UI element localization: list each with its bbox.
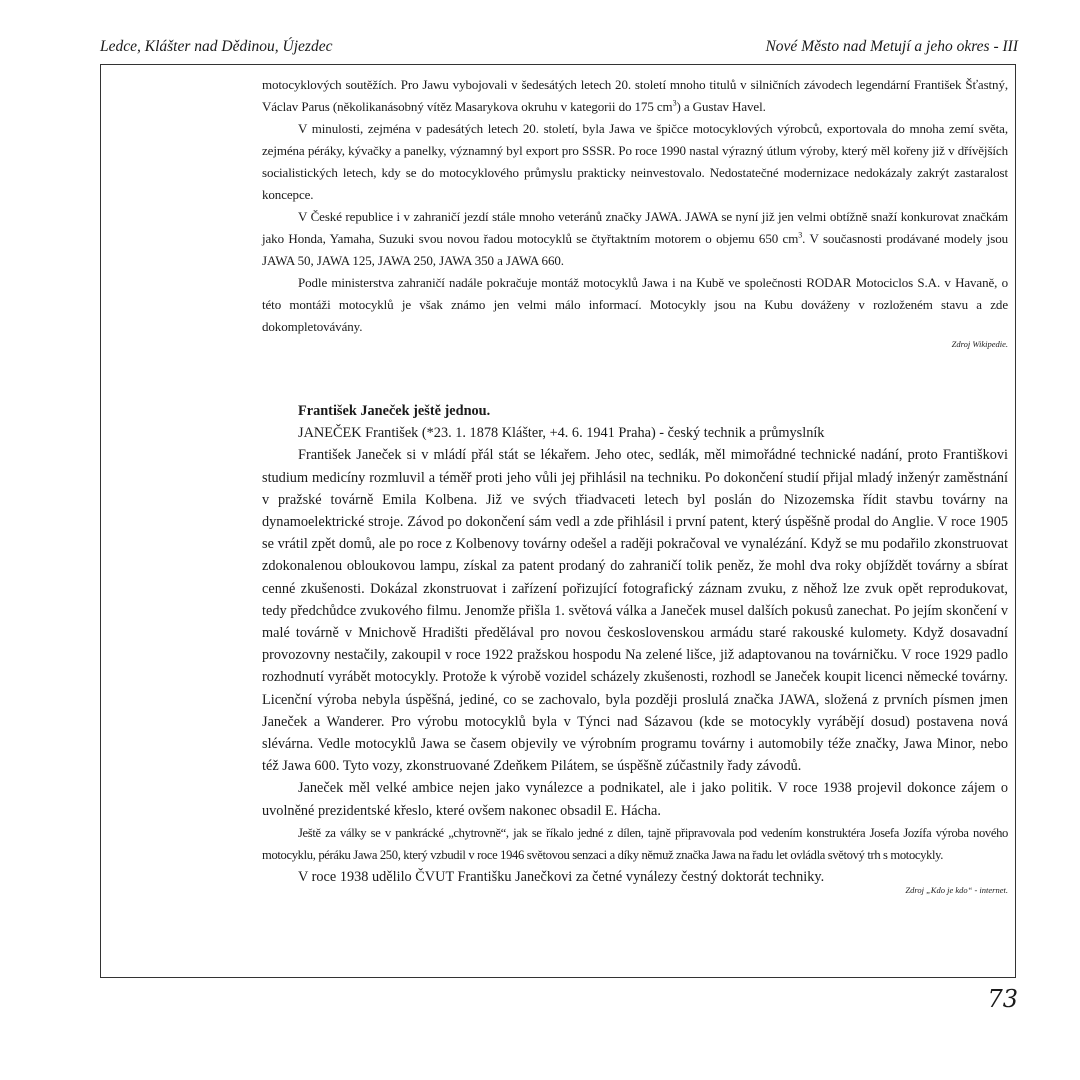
paragraph: Podle ministerstva zahraničí nadále pokračuje montáž motocyklů Jawa i na Kubě ve společnosti RODAR Motociclos S.A. v Havaně, o této montáži motocyklů je však známo jen velmi málo informací. Motocykly jsou na Kubu dováženy v rozloženém stavu a zde dokompletovávány. <box>262 275 1008 334</box>
article-subtitle: JANEČEK František (*23. 1. 1878 Klášter, +4. 6. 1941 Praha) - český technik a průmyslník <box>298 425 825 442</box>
paragraph: V roce 1938 udělilo ČVUT Františku Janečkovi za četné vynálezy čestný doktorát techniky. <box>298 868 825 885</box>
running-header <box>100 38 1018 60</box>
paragraph: V minulosti, zejména v padesátých letech 20. století, byla Jawa ve špičce motocyklových výrobců, exportovala do mnoha zemí světa, zejména péráky, kývačky a panelky, významný byl export pro SSSR. Po roce 1990 nastal výrazný útlum výroby, který měl kořeny již v dřívějších socialistických letech, kdy se do motocyklového průmyslu prakticky neinvestovalo. Nedostatečné modernizace nedokázaly zakrýt zastaralost koncepce. <box>262 121 1008 202</box>
source-note: Zdroj Wikipedie. <box>951 339 1008 349</box>
page-number: 73 <box>987 985 1018 1013</box>
superscript: 3 <box>798 230 803 240</box>
paragraph: Ještě za války se v pankrácké „chytrovně“, jak se říkalo jedné z dílen, tajně připravovala pod vedením konstruktéra Josefa Jozífa výroba nového motocyklu, péráku Jawa 250, který vzbudil v roce 1946 světovou senzaci a díky němuž značka Jawa na řadu let ovládla světový trh s motocykly. <box>262 825 1008 862</box>
paragraph: Janeček měl velké ambice nejen jako vynálezce a podnikatel, ale i jako politik. V roce 1938 projevil dokonce zájem o uvolněné prezidentské křeslo, které ovšem nakonec obsadil E. Hácha. <box>262 780 1008 819</box>
paragraph: František Janeček si v mládí přál stát se lékařem. Jeho otec, sedlák, měl mimořádné technické nadání, proto Františkovi studium medicíny rozmluvil a téměř proti jeho vůli jej přihlásil na techniku. Po dokončení studií přijal mladý inženýr zaměstnání v pražské továrně Emila Kolbena. Již ve svých třiadvaceti letech byl poslán do Nizozemska řídit stavbu továrny na dynamoelektrické stroje. Závod po dokončení sám vedl a zde přihlásil i první patent, který úspěšně prodal do Anglie. V roce 1905 se vrátil zpět domů, ale po roce z Kolbenovy továrny odešel a raději pokračoval ve vynalézání. Když se mu podařilo zkonstruovat zdokonalenou obloukovou lampu, získal za patent prodaný do zahraničí tolik peněz, že mohl dva roky objíždět továrny a sbírat cenné zkušenosti. Dokázal zkonstruovat i zařízení pořizující fotografický záznam zvuku, z něhož lze zvuk opět reprodukovat, tedy předchůdce zvukového filmu. Jenomže přišla 1. světová válka a Janeček musel dalších pokusů zanechat. Po jejím skončení v malé továrně v Mnichově Hradišti předělával pro novou československou armádu staré rakouské kulomety. Když dosavadní provozovny nestačily, zakoupil v roce 1922 pražskou hospodu Na zelené lišce, již adaptovanou na továrničku. V roce 1929 padlo rozhodnutí vyrábět motocykly. Protože k výrobě vozidel scházely zkušenosti, rozhodl se Janeček koupit licenci německé továrny. Licenční výroba nebyla úspěšná, jediné, co se zachovalo, byla později proslulá značka JAWA, složená z prvních písmen jmen Janeček a Wanderer. Pro výrobu motocyklů byla v Týnci nad Sázavou (kde se motocykly vyrábějí dosud) postavena nová slévárna. Vedle motocyklů Jawa se časem objevily ve výrobním programu továrny i automobily téže značky, Jawa Minor, nebo též Jawa 600. Tyto vozy, zkonstruované Zdeňkem Pilátem, se úspěšně zúčastnily řady závodů. <box>262 447 1008 775</box>
header-right: Nové Město nad Metují a jeho okres - III <box>765 38 1018 55</box>
article-heading: František Janeček ještě jednou. <box>298 403 491 419</box>
paragraph: V České republice i v zahraničí jezdí stále mnoho veteránů značky JAWA. JAWA se nyní již jen velmi obtížně snaží konkurovat značkám jako Honda, Yamaha, Suzuki svou novou řadou motocyklů se čtyřtaktním motorem o objemu 650 $cm^3$. V současnosti prodávané modely jsou JAWA 50, JAWA 125, JAWA 250, JAWA 350 a JAWA 660. <box>262 209 1009 268</box>
article-jawa-history <box>262 74 1008 350</box>
superscript: 3 <box>672 98 677 108</box>
source-note: Zdroj „Kdo je kdo“ - internet. <box>905 885 1008 896</box>
paragraph: motocyklových soutěžích. Pro Jawu vybojovali v šedesátých letech 20. století mnoho titulů v silničních závodech legendární František Šťastný, Václav Parus (několikanásobný vítěz Masarykova okruhu v kategorii do 175 $cm^3$) a Gustav Havel. <box>262 77 1008 114</box>
header-left: Ledce, Klášter nad Dědinou, Újezdec <box>100 38 333 55</box>
article-janecek <box>262 400 1008 896</box>
